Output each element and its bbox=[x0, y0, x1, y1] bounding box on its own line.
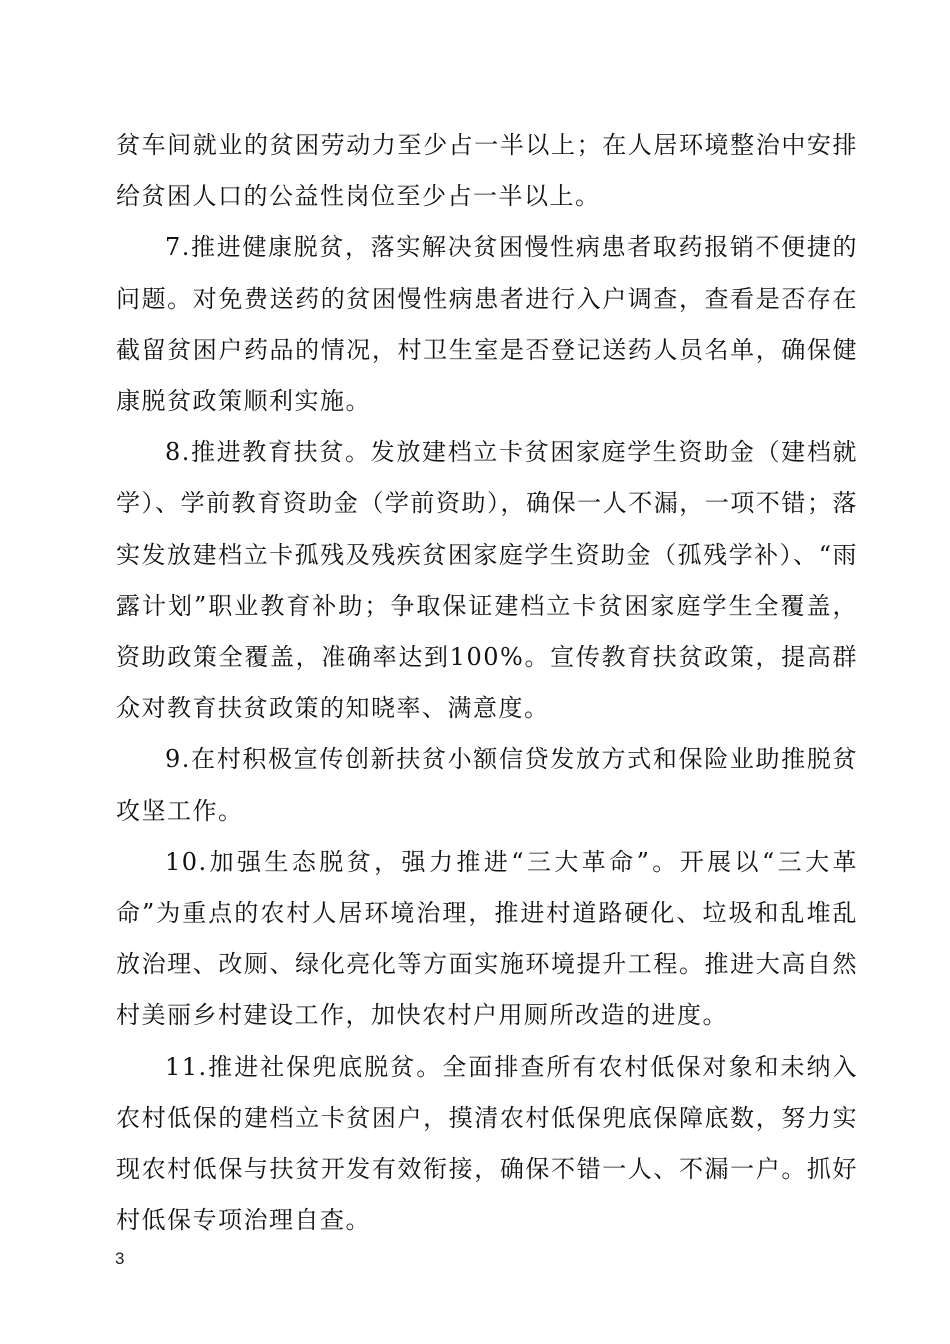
paragraph-item-8: 8.推进教育扶贫。发放建档立卡贫困家庭学生资助金（建档就学）、学前教育资助金（学前资助），确保一人不漏，一项不错；落实发放建档立卡孤残及残疾贫困家庭学生资助金（孤残学补）、“雨露计划”职业教育补助；争取保证建档立卡贫困家庭学生全覆盖，资助政策全覆盖，准确率达到100%。宣传教育扶贫政策，提高群众对教育扶贫政策的知晓率、满意度。 bbox=[116, 438, 858, 723]
paragraph-item-10: 10.加强生态脱贫，强力推进“三大革命”。开展以“三大革命”为重点的农村人居环境治理，推进村道路硬化、垃圾和乱堆乱放治理、改厕、绿化亮化等方面实施环境提升工程。推进大高自然村美丽乡村建设工作，加快农村户用厕所改造的进度。 bbox=[116, 847, 858, 1030]
paragraph-item-11: 11.推进社保兜底脱贫。全面排查所有农村低保对象和未纳入农村低保的建档立卡贫困户，摸清农村低保兜底保障底数，努力实现农村低保与扶贫开发有效衔接，确保不错一人、不漏一户。抓好村低保专项治理自查。 bbox=[116, 1052, 858, 1235]
page-number: 3 bbox=[115, 1249, 125, 1268]
paragraph-continued: 贫车间就业的贫困劳动力至少占一半以上；在人居环境整治中安排给贫困人口的公益性岗位至少占一半以上。 bbox=[116, 131, 858, 211]
paragraph-item-9: 9.在村积极宣传创新扶贫小额信贷发放方式和保险业助推脱贫攻坚工作。 bbox=[116, 745, 858, 825]
document-body bbox=[116, 120, 858, 1246]
paragraph-item-7: 7.推进健康脱贫，落实解决贫困慢性病患者取药报销不便捷的问题。对免费送药的贫困慢性病患者进行入户调查，查看是否存在截留贫困户药品的情况，村卫生室是否登记送药人员名单，确保健康脱贫政策顺利实施。 bbox=[116, 233, 858, 416]
